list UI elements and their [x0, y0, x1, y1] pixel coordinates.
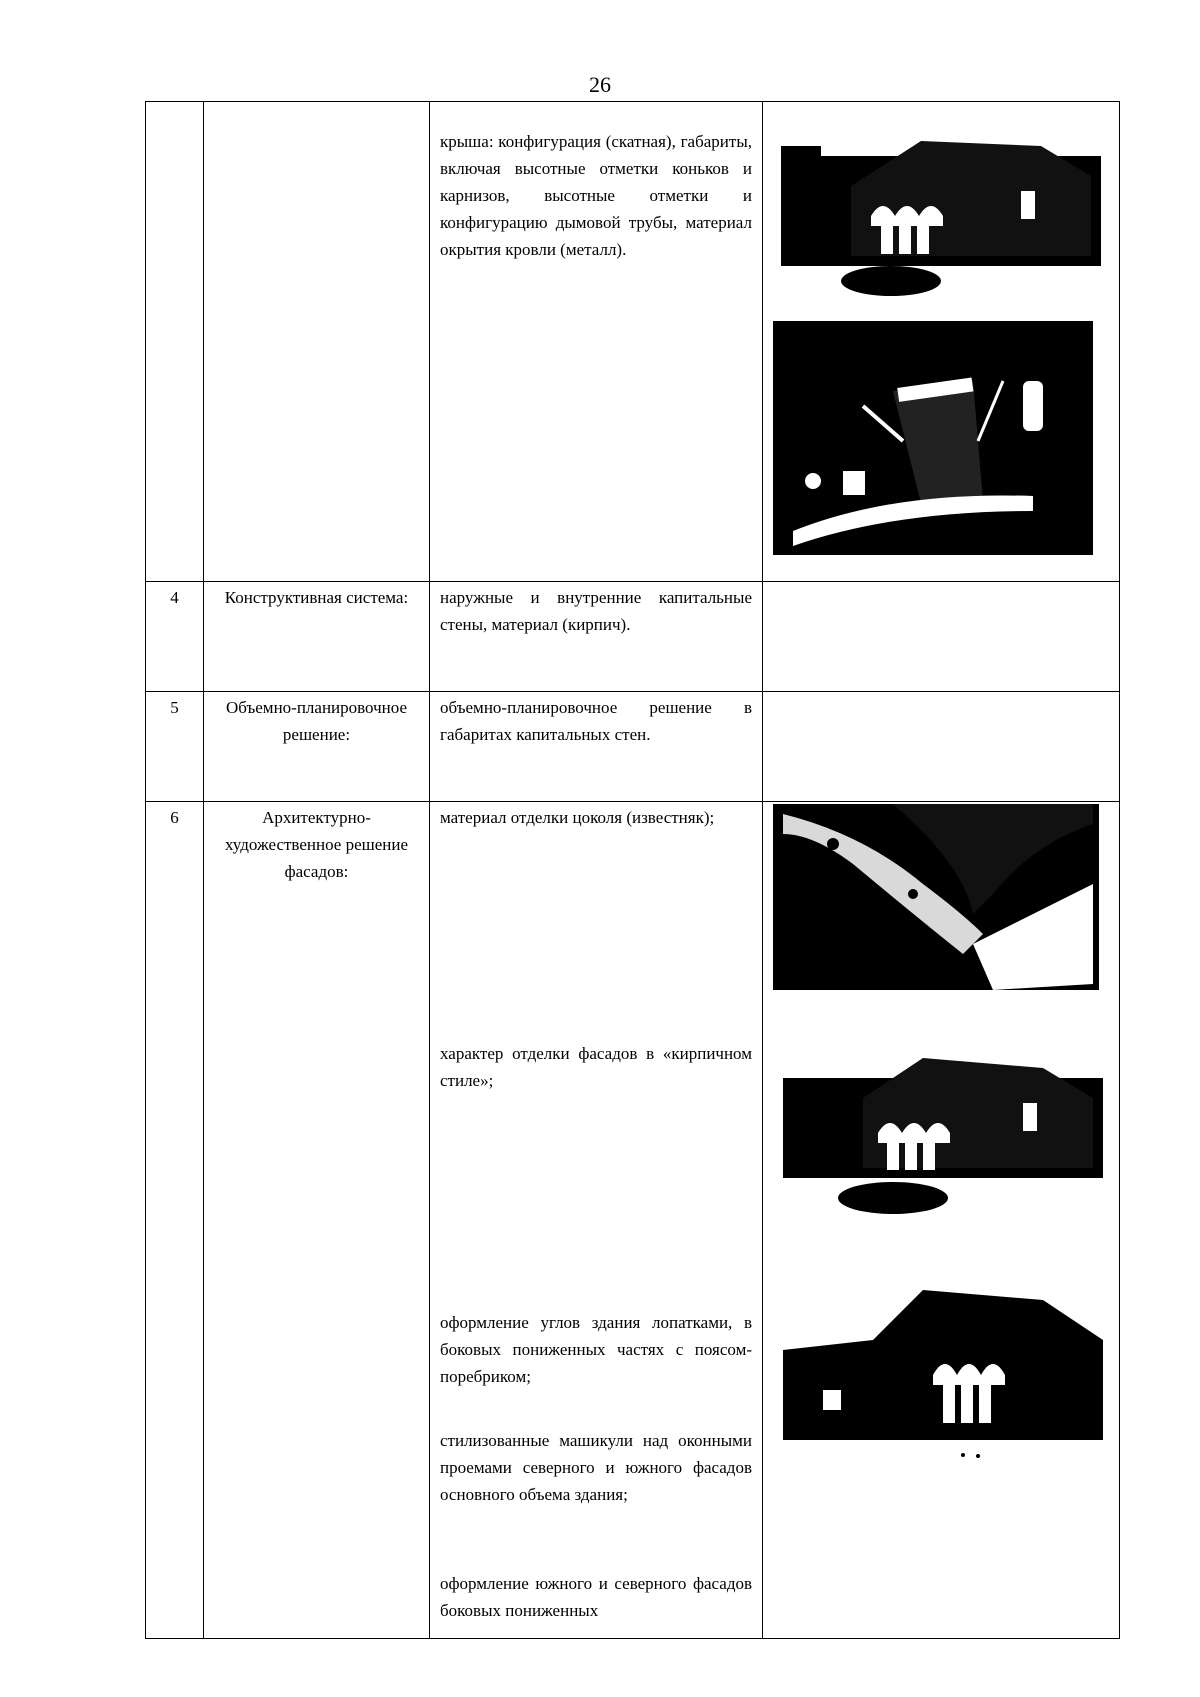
- table-row: [146, 102, 1120, 582]
- table-row: [146, 802, 1120, 1639]
- row-number: 5: [146, 692, 204, 802]
- table-row: [146, 692, 1120, 802]
- row-name: Объемно-планировочное решение:: [204, 692, 430, 802]
- plinth-description: материал отделки цоколя (известняк);: [440, 808, 715, 827]
- row-number: 4: [146, 582, 204, 692]
- protected-features-table: [145, 101, 1120, 1639]
- corner-pilasters-photo: [783, 1280, 1103, 1470]
- table-row: [146, 582, 1120, 692]
- structure-description: наружные и внутренние капитальные стены, материал (кирпич).: [440, 588, 752, 634]
- chimney-roof-photo: [773, 321, 1093, 555]
- row-name: Архитектурно-художественное решение фасадов:: [204, 802, 430, 1639]
- facade-style-description: характер отделки фасадов в «кирпичном стиле»;: [440, 1044, 752, 1090]
- roof-description: крыша: конфигурация (скатная), габариты, включая высотные отметки коньков и карнизов, высотные отметки и конфигурацию дымовой трубы, материал окрытия кровли (металл).: [440, 132, 752, 259]
- facade-brick-style-photo: [783, 1028, 1103, 1228]
- layout-description: объемно-планировочное решение в габаритах капитальных стен.: [440, 698, 752, 744]
- building-facade-photo: [781, 106, 1101, 306]
- row-name: Конструктивная система:: [204, 582, 430, 692]
- corners-description: оформление углов здания лопатками, в боковых пониженных частях с поясом-поребриком;: [440, 1313, 752, 1386]
- row-name: [204, 102, 430, 582]
- south-north-facade-description: оформление южного и северного фасадов боковых пониженных: [440, 1574, 752, 1620]
- plinth-limestone-photo: [773, 804, 1099, 990]
- machicolation-description: стилизованные машикули над оконными проемами северного и южного фасадов основного объема здания;: [440, 1431, 752, 1504]
- row-number: 6: [146, 802, 204, 1639]
- row-number: [146, 102, 204, 582]
- page-number: 26: [589, 72, 611, 97]
